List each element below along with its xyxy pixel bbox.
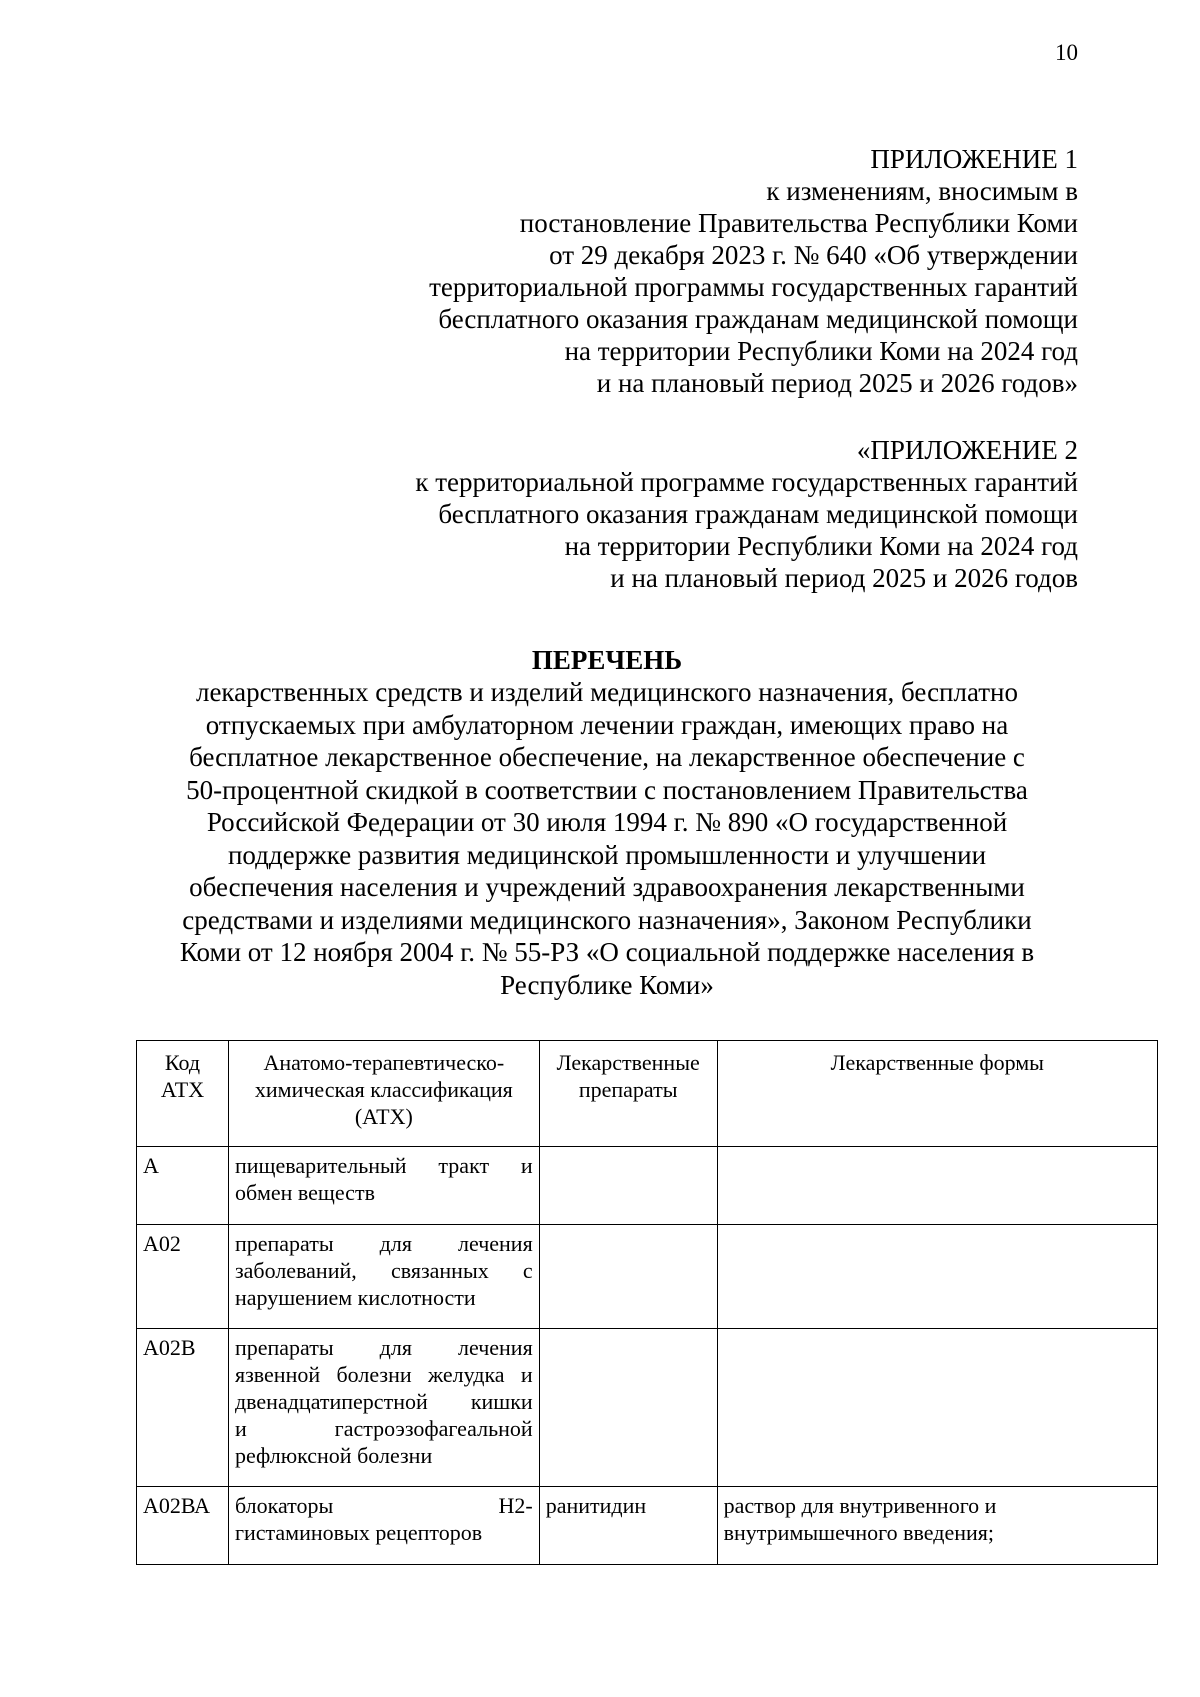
appendix-1-line: территориальной программы государственных гарантий (429, 272, 1078, 302)
cell-classification (228, 1225, 539, 1329)
table-row (137, 1487, 1158, 1565)
subtitle-line: 50-процентной скидкой в соответствии с постановлением Правительства (186, 774, 1028, 805)
page-number: 10 (1055, 40, 1078, 65)
document-subtitle (136, 676, 1078, 1001)
appendix-1-line: и на плановый период 2025 и 2026 годов» (596, 368, 1078, 398)
header-drugs-line: Лекарственные (556, 1050, 700, 1075)
subtitle-line: Республике Коми» (500, 969, 714, 1000)
appendix-2-line: бесплатного оказания гражданам медицинской помощи (438, 499, 1078, 529)
atx-drug-table (136, 1040, 1158, 1565)
appendix-2-line: «ПРИЛОЖЕНИЕ 2 (856, 435, 1078, 465)
header-classification-line: (АТХ) (354, 1104, 413, 1129)
header-code (137, 1041, 229, 1147)
header-code-line: АТХ (160, 1077, 205, 1102)
appendix-2-line: и на плановый период 2025 и 2026 годов (610, 563, 1078, 593)
cell-form (717, 1329, 1157, 1487)
appendix-1-line: ПРИЛОЖЕНИЕ 1 (870, 144, 1078, 174)
cell-form (717, 1147, 1157, 1225)
appendix-1-header (278, 143, 1078, 399)
header-classification-line: Анатомо-терапевтическо- (263, 1050, 505, 1075)
classification-line: обмен веществ (234, 1180, 375, 1205)
classification-line: препараты для лечения (234, 1231, 533, 1256)
appendix-2-line: на территории Республики Коми на 2024 год (564, 531, 1078, 561)
appendix-2-line: к территориальной программе государственных гарантий (415, 467, 1078, 497)
header-classification-line: химическая классификация (254, 1077, 513, 1102)
subtitle-line: поддержке развития медицинской промышленности и улучшении (227, 839, 987, 870)
form-line: раствор для внутривенного и (723, 1493, 997, 1518)
appendix-1-line: бесплатного оказания гражданам медицинской помощи (438, 304, 1078, 334)
classification-line: гистаминовых рецепторов (234, 1520, 483, 1545)
classification-line: нарушением кислотности (234, 1285, 476, 1310)
cell-drug (539, 1147, 717, 1225)
header-classification (228, 1041, 539, 1147)
classification-line: препараты для лечения (234, 1335, 533, 1360)
cell-code: А02В (137, 1329, 229, 1487)
classification-line: язвенной болезни желудка и (234, 1362, 533, 1387)
subtitle-line: отпускаемых при амбулаторном лечении граждан, имеющих право на (205, 709, 1009, 740)
cell-code: А (137, 1147, 229, 1225)
appendix-2-header (278, 434, 1078, 594)
appendix-1-line: на территории Республики Коми на 2024 год (564, 336, 1078, 366)
cell-classification (228, 1147, 539, 1225)
form-line: внутримышечного введения; (723, 1520, 994, 1545)
table-row (137, 1225, 1158, 1329)
cell-form (717, 1225, 1157, 1329)
classification-line: рефлюксной болезни (234, 1443, 433, 1468)
subtitle-line: бесплатное лекарственное обеспечение, на лекарственное обеспечение с (189, 742, 1025, 772)
cell-drug (539, 1225, 717, 1329)
cell-drug: ранитидин (539, 1487, 717, 1565)
table-row (137, 1329, 1158, 1487)
header-code-line: Код (164, 1050, 201, 1075)
appendix-1-line: от 29 декабря 2023 г. № 640 «Об утверждении (549, 240, 1078, 270)
document-title: ПЕРЕЧЕНЬ (531, 645, 683, 675)
cell-code: А02ВА (137, 1487, 229, 1565)
subtitle-line: Российской Федерации от 30 июля 1994 г. № 890 «О государственной (206, 807, 1008, 837)
classification-line: блокаторы H2- (234, 1493, 533, 1518)
header-drugs (539, 1041, 717, 1147)
subtitle-line: обеспечения населения и учреждений здравоохранения лекарственными (189, 872, 1025, 902)
document-title-block (136, 644, 1078, 1001)
classification-line: двенадцатиперстной кишки (234, 1389, 533, 1414)
classification-line: пищеварительный тракт и (234, 1153, 533, 1178)
classification-line: заболеваний, связанных с (234, 1258, 533, 1283)
cell-drug (539, 1329, 717, 1487)
cell-form (717, 1487, 1157, 1565)
subtitle-line: Коми от 12 ноября 2004 г. № 55-РЗ «О социальной поддержке населения в (179, 937, 1035, 967)
header-drugs-line: препараты (578, 1077, 678, 1102)
table-row (137, 1147, 1158, 1225)
cell-code: А02 (137, 1225, 229, 1329)
table-header-row (137, 1041, 1158, 1147)
header-forms (717, 1041, 1157, 1147)
appendix-1-line: к изменениям, вносимым в (766, 176, 1078, 206)
subtitle-line: лекарственных средств и изделий медицинского назначения, бесплатно (195, 677, 1019, 707)
cell-classification (228, 1487, 539, 1565)
subtitle-line: средствами и изделиями медицинского назначения», Законом Республики (182, 904, 1032, 935)
appendix-1-line: постановление Правительства Республики Коми (519, 208, 1078, 238)
cell-classification (228, 1329, 539, 1487)
header-forms-line: Лекарственные формы (830, 1050, 1044, 1075)
classification-line: и гастроэзофагеальной (234, 1416, 533, 1441)
